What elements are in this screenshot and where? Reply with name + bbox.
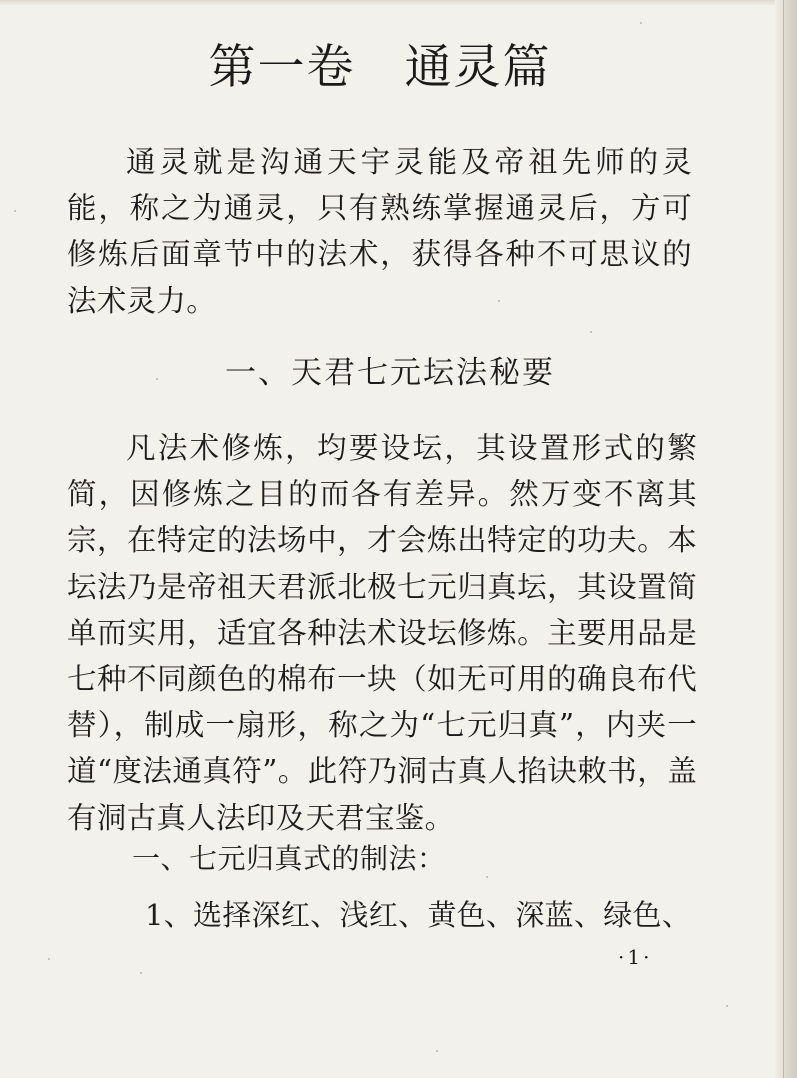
scan-speck [48, 958, 50, 960]
page-number: ·1· [618, 945, 653, 969]
scan-speck [726, 1005, 728, 1007]
scan-speck [14, 210, 16, 212]
scan-speck [486, 876, 488, 878]
book-spine-edge [775, 0, 797, 1078]
scan-speck [156, 378, 158, 380]
sub-heading: 一、七元归真式的制法： [132, 842, 446, 875]
section-heading: 一、天君七元坛法秘要 [225, 355, 555, 391]
list-item: 1、选择深红、浅红、黄色、深蓝、绿色、 [145, 898, 692, 932]
volume-title: 第一卷 通灵篇 [208, 40, 552, 95]
scan-speck [498, 300, 500, 302]
scan-speck [640, 22, 642, 24]
scan-speck [590, 331, 592, 333]
scan-speck [140, 972, 142, 974]
intro-paragraph: 通灵就是沟通天宇灵能及帝祖先师的灵能，称之为通灵，只有熟练掌握通灵后，方可修炼后面章节中的法术，获得各种不可思议的法术灵力。 [67, 145, 692, 318]
page-edge-line [783, 0, 784, 1078]
section-paragraph: 凡法术修炼，均要设坛，其设置形式的繁简，因修炼之目的而各有差异。然万变不离其宗，在特定的法场中，才会炼出特定的功夫。本坛法乃是帝祖天君派北极七元归真坛，其设置简单而实用，适宜各种法术设坛修炼。主要用品是七种不同颜色的棉布一块（如无可用的确良布代替），制成一扇形，称之为“七元归真”，内夹一道“度法通真符”。此符乃洞古真人掐诀敕书，盖有洞古真人法印及天君宝鉴。 [67, 431, 697, 835]
scan-speck [436, 1050, 438, 1052]
